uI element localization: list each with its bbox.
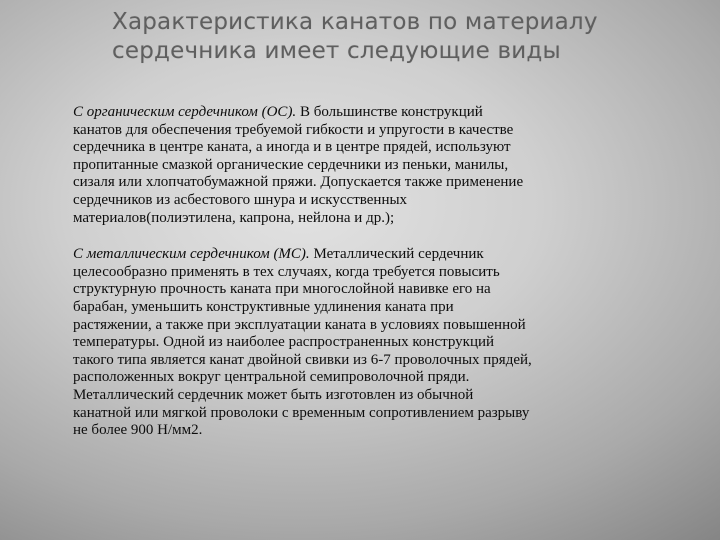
paragraph-line: канатной или мягкой проволоки с временным сопротивлением разрыву bbox=[73, 404, 530, 421]
paragraph-line: пропитанные смазкой органические сердечники из пеньки, манилы, bbox=[73, 156, 509, 173]
paragraph-organic-core bbox=[73, 104, 691, 227]
organic-core-heading: С органическим сердечником (ОС). bbox=[73, 104, 297, 120]
paragraph-line: не более 900 Н/мм2. bbox=[73, 422, 203, 439]
paragraph-line: Металлический сердечник может быть изготовлен из обычной bbox=[73, 386, 474, 403]
paragraph-metal-core bbox=[73, 246, 691, 440]
title-line-2: сердечника имеет следующие виды bbox=[112, 38, 561, 64]
paragraph-line: расположенных вокруг центральной семипроволочной пряди. bbox=[73, 369, 470, 386]
metal-core-heading: С металлическим сердечником (МС). bbox=[73, 246, 310, 263]
paragraph-line: температуры. Одной из наиболее распространенных конструкций bbox=[73, 334, 495, 351]
paragraph-line: сердечников из асбестового шнура и искусственных bbox=[73, 191, 408, 208]
slide-title bbox=[112, 8, 672, 66]
paragraph-line: структурную прочность каната при многослойной навивке его на bbox=[73, 281, 491, 298]
slide-body bbox=[73, 104, 691, 440]
paragraph-line: барабан, уменьшить конструктивные удлинения каната при bbox=[73, 298, 454, 315]
paragraph-line: целесообразно применять в тех случаях, когда требуется повысить bbox=[73, 263, 500, 280]
paragraph-text: В большинстве конструкций bbox=[296, 104, 483, 120]
paragraph-line: материалов(полиэтилена, капрона, нейлона и др.); bbox=[73, 209, 395, 226]
paragraph-line bbox=[73, 246, 691, 264]
paragraph-line: растяжении, а также при эксплуатации каната в условиях повышенной bbox=[73, 316, 526, 333]
paragraph-line: сизаля или хлопчатобумажной пряжи. Допускается также применение bbox=[73, 174, 524, 191]
paragraph-text: Металлический сердечник bbox=[309, 246, 484, 263]
paragraph-line bbox=[73, 104, 691, 122]
paragraph-line: канатов для обеспечения требуемой гибкости и упругости в качестве bbox=[73, 121, 514, 138]
paragraph-line: такого типа является канат двойной свивки из 6-7 проволочных прядей, bbox=[73, 351, 532, 368]
paragraph-line: сердечника в центре каната, а иногда и в центре прядей, используют bbox=[73, 139, 511, 156]
title-line-1: Характеристика канатов по материалу bbox=[112, 9, 598, 35]
